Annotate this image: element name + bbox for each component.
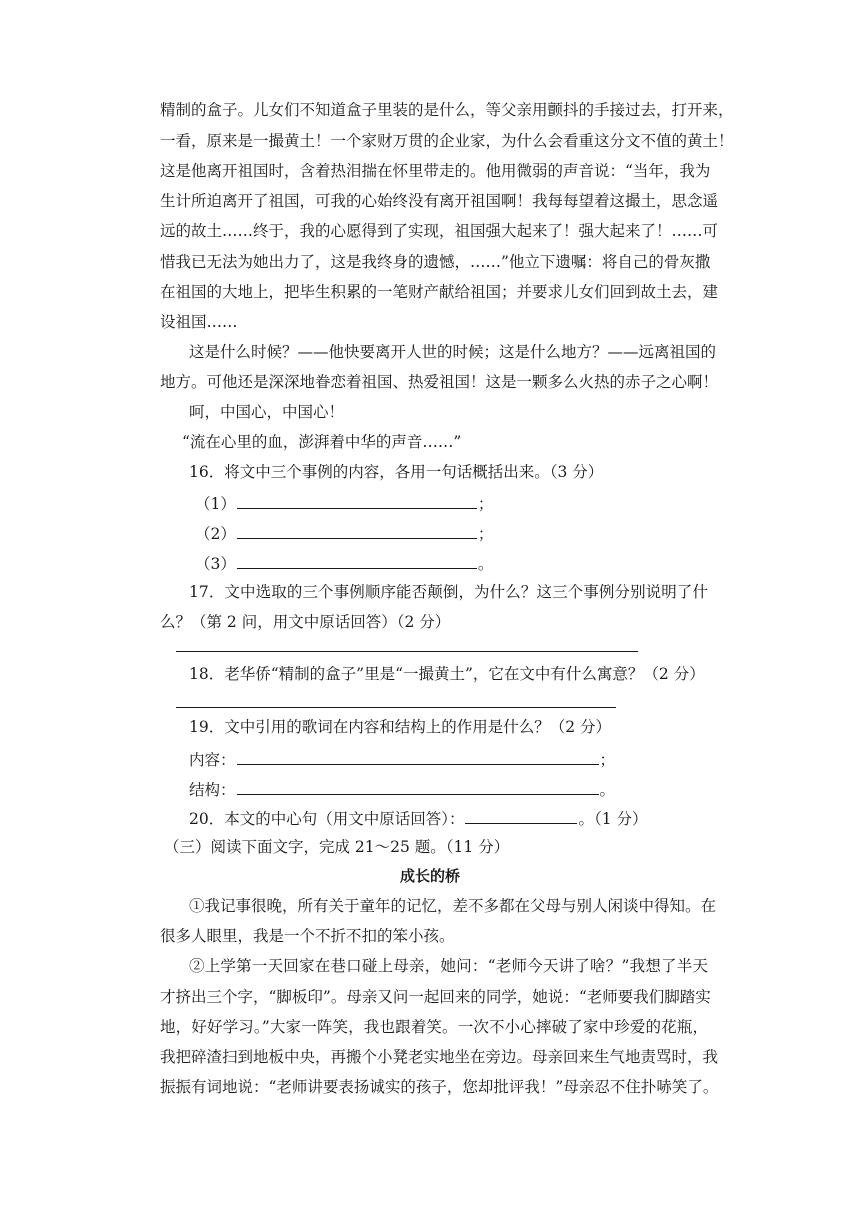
passage-line: 这是什么时候？——他快要离开人世的时候；这是什么地方？——远离祖国的 [189, 343, 717, 361]
answer-blank[interactable] [237, 552, 477, 569]
answer-19-content: 内容： ； [189, 748, 669, 770]
passage-line: 精制的盒子。儿女们不知道盒子里装的是什么，等父亲用颤抖的手接过去，打开来， [160, 101, 734, 119]
answer-16-2: （2） ； [195, 522, 675, 544]
answer-label: 结构： [189, 781, 236, 799]
answer-19-structure: 结构： 。 [189, 778, 669, 800]
answer-blank[interactable] [237, 748, 599, 765]
passage-line: 惜我已无法为她出力了，这是我终身的遗憾，……”他立下遗嘱：将自己的骨灰撒 [160, 253, 711, 271]
answer-label: （1） [195, 495, 236, 513]
passage-song-lyric: “流在心里的血，澎湃着中华的声音……” [182, 433, 462, 451]
answer-label: （2） [195, 525, 236, 543]
passage-line: 地方。可他还是深深地眷恋着祖国、热爱祖国！这是一颗多么火热的赤子之心啊！ [160, 373, 719, 391]
answer-16-3: （3） 。 [195, 552, 675, 574]
passage-line: 在祖国的大地上，把毕生积累的一笔财产献给祖国；并要求儿女们回到故土去，建 [160, 283, 719, 301]
answer-blank[interactable] [237, 492, 477, 509]
answer-line-17[interactable] [176, 651, 638, 652]
answer-blank[interactable] [465, 807, 577, 824]
passage-line: 才挤出三个字，“脚板印”。母亲又问一起回来的同学，她说：“老师要我们脚踏实 [160, 988, 711, 1006]
question-17: 17．文中选取的三个事例顺序能否颠倒，为什么？这三个事例分别说明了什 [189, 583, 708, 601]
question-18: 18．老华侨“精制的盒子”里是“一撮黄土”，它在文中有什么寓意？（2 分） [189, 665, 705, 683]
passage-exclamation: 呵，中国心，中国心！ [189, 403, 345, 421]
answer-label: 内容： [189, 751, 236, 769]
question-20: 20．本文的中心句（用文中原话回答）： 。（1 分） [189, 807, 708, 829]
answer-blank[interactable] [237, 522, 477, 539]
question-16: 16．将文中三个事例的内容，各用一句话概括出来。（3 分） [189, 463, 604, 481]
passage-line: 振振有词地说：“老师讲要表扬诚实的孩子，您却批评我！”母亲忍不住扑哧笑了。 [160, 1078, 719, 1096]
passage-line: ②上学第一天回家在巷口碰上母亲，她问：“老师今天讲了啥？”我想了半天 [189, 957, 708, 975]
passage-line: 地，好好学习。”大家一阵笑，我也跟着笑。一次不小心摔破了家中珍爱的花瓶， [160, 1018, 708, 1036]
passage-line: 远的故土……终于，我的心愿得到了实现，祖国强大起来了！强大起来了！……可 [160, 222, 719, 240]
passage-line: 很多人眼里，我是一个不折不扣的笨小孩。 [160, 927, 455, 945]
answer-blank[interactable] [237, 778, 599, 795]
section-heading: （三）阅读下面文字，完成 21～25 题。（11 分） [164, 838, 510, 856]
passage-line: 生计所迫离开了祖国，可我的心始终没有离开祖国啊！我每每望着这撮土，思念遥 [160, 192, 719, 210]
passage-title: 成长的桥 [399, 867, 460, 885]
passage-line: 这是他离开祖国时，含着热泪揣在怀里带走的。他用微弱的声音说：“当年，我为 [160, 162, 711, 180]
question-17-cont: 么？（第 2 问，用文中原话回答）（2 分） [160, 613, 451, 631]
passage-line: 设祖国…… [160, 313, 238, 331]
question-19: 19．文中引用的歌词在内容和结构上的作用是什么？（2 分） [189, 718, 612, 736]
answer-16-1: （1） ； [195, 492, 675, 514]
answer-label: （3） [195, 555, 236, 573]
passage-line: 我把碎渣扫到地板中央，再搬个小凳老实地坐在旁边。母亲回来生气地责骂时，我 [160, 1048, 719, 1066]
answer-line-18[interactable] [176, 707, 616, 708]
passage-line: ①我记事很晚，所有关于童年的记忆，差不多都在父母与别人闲谈中得知。在 [189, 897, 717, 915]
passage-line: 一看，原来是一撮黄土！一个家财万贯的企业家，为什么会看重这分文不值的黄土！ [160, 132, 734, 150]
